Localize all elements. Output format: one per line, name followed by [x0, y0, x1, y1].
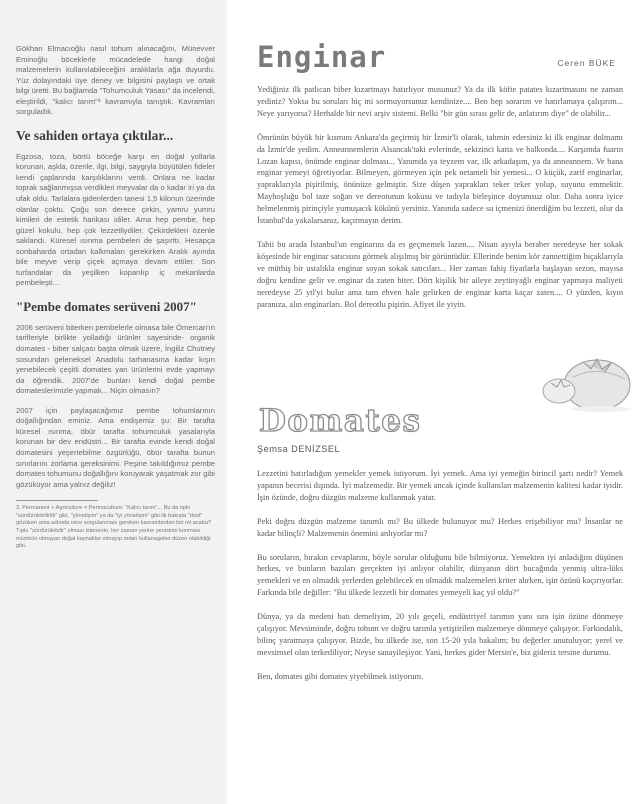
- enginar-author: Ceren BÜKE: [557, 58, 616, 68]
- domates-paragraph: Peki doğru düzgün malzeme tanımlı mı? Bu ülkede bulunuyor mu? Herkes erişebiliyor mu? İnsanlar ne kadar bilinçli? Malzemenin önemini anlıyorlar mı?: [257, 516, 623, 538]
- domates-paragraph: Bu soruların, bırakın cevaplarını, böyle sorular olduğunu bile bilmiyoruz. Yemekten iyi anladığını düşünen herkes, ve bunların bazıları gerçekten iyi anlıyor olabilir, dünyanın dört bucağında yenmiş ultra-lüks yemekleri ve en olmadık yerlerden gelebilecek en olmadık malzemeleri kriter alırken, işin özünü kaçırıyorlar. Farkında bile değiller: "Bu ülkede lezzetli bir domates yemeyeli kaç yıl oldu?": [257, 552, 623, 598]
- enginar-title: Enginar: [257, 40, 387, 74]
- footnote-divider: [16, 500, 98, 501]
- domates-title: [257, 402, 422, 439]
- tomato-illustration-icon: [539, 335, 634, 413]
- left-paragraph-fideler: Egzosa, toza, börtü böceğe karşı en doğal yollarla korunan, aşkla, özenle, ilgi, bilgi, saygıyla büyütülen fideler kendi çaplarında karşılıklarını verdi. Onlara ne kadar toprak sağlanmışsa verdikleri meyvalar da o kadar iri ya da ufak oldu. Tarlalara gidenlerden tanesi 1,5 kilonun üzerinde olanlar çoktu. Çoğu son derece çirkin, yamru yumru kimileri de estetik harikası idiler. Ama hep pembe, hep güzel kokulu, hep çok lezzetliydiler. Çekirdekleri özenle saklandı. Küresel ısınma pembeleri de şaşırttı. Hesapça sonbaharda ortadan kalkmaları gerekirken Aralık ayında bile meyve verip çiçek açmaya devam ettiler. Son turfandalar da yeşilken koparılıp iç mekanlarda pembeleşti...: [16, 151, 215, 288]
- domates-paragraph: Lezzetini hatırladığım yemekler yemek istiyorum. İyi yemek. Ama iyi yemeğin birincil şartı nedir? Yemek yapanın becerisi dışında. İyi malzemedir. Bir yemek ancak içinde kullanılan malzemenin kalitesi kadar iyidir. İşin özünde, doğru düzgün malzeme kullanmak yatar.: [257, 469, 623, 502]
- domates-title-text: Domates: [259, 403, 422, 439]
- domates-article-body: [257, 468, 623, 683]
- left-paragraph-2007: 2007 için paylaşacağımız pembe tohumlarının doğallığından eminiz. Ama endişemiz şu: Bir tarafta küresel ısınma, öbür tarafta tohumculuk yasalarıyla korunan bir dev endüstri... Bir tarafta evinde kendi doğal domatesini yeşertebilme özgürlüğü, öbür tarafta bunun sınırlarını zorlama gereksinimi. Peşine takıldığımız pembe domates tohumunu doğallığını koruyarak yaşatmak zor gibi gözüküyor ama yalnız değiliz!: [16, 405, 215, 489]
- left-intro-paragraph: Gökhan Elmacıoğlu nasıl tohum alınacağını, Münevver Eminoğlu böceklerle mücadelede hangi doğal malzemelerin kullanılabileceğini aralıklarla ağa duyurdu. Yüz dolayındaki üye deney ve bilgisini paylaştı ve ortak bilgi üretti. Bu bağlamda "Tohumculuk Yasası" da incelendi, eleştirildi, "kalıcı tarım"³ kavramıyla tanıştık. Kavramları sorguladık.: [16, 44, 215, 117]
- footnote: 3. Permanent + Agriculture = Permaculture: "Kalıcı tarım"... Bu da tıpkı "sürdürülebilirlik" gibi, "yönetişim" ya da "iyi yönetişim" gibi ilk bakışta "dost" gözüken ama aslında ıvice sorgulanması gereken kavramlardan biri mi acaba? Tıpkı "sürdürülebilir" olması istenenin, her zaman yerine yenisinin konması mümkün olmayan doğal kaynaklar olmayıp onları kullanagelen düzen olabildiği gibi.: [16, 505, 211, 550]
- right-column: [227, 0, 638, 804]
- domates-author: Şemsa DENİZSEL: [257, 444, 341, 454]
- enginar-paragraph: Tabii bu arada İstanbul'un enginarını da es geçmemek lazım.... Nisan ayıyla beraber neredeyse her sokak köşesinde bir enginar satıcısını görmek alışılmış bir görüntüdür. Ellerinde benim kör zannettiğim bıçaklarıyla ve müthiş bir ustalıkla enginar soyan sokak satıcıları... Her zaman fahiş fiyatlarla başlayan sezon, mayısa doğru kendine gelir ve enginar da zaten biter. Dört kişilik bir aileye zeytinyağlı enginar yapmaya maliyeti neredeyse 25 ytl'yi bulur ama tam ehven hale gelirken de enginar karta kaçar zaten.... O yüzden, kıyın paranıza, alın enginarları. Bol dereotlu pişirin. Afiyet ile yiyin.: [257, 239, 623, 309]
- domates-paragraph: Dünya, ya da medeni batı demeliyim, 20 yılı geçeli, endüstriyel tarımın yanı sıra işin özüne dönmeye çalışıyor. Mevsiminde, doğru tohum ve doğru tarımla yetiştirilen malzemeye dönmeye çalışıyor. Farkındalık, bilinç yaratmaya çalışıyor. Bizde, bu ülkede ise, son 15-20 yıla bakalım; bu değerler unutuluyor; yerel ve mevsimsel olan terkediliyor; Neyse sanayileşiyor. Yani, herkes gider Mersin'e, biz gideriz tersine durumu.: [257, 612, 623, 657]
- left-heading-sahiden: Ve sahiden ortaya çıktılar...: [16, 127, 174, 143]
- enginar-paragraph: Yediğiniz ilk patlıcan biber kızartmayı hatırlıyor musunuz? Ya da ilk köfte patates kızartmasını ne zaman yediniz? Yoksa bu soruları hiç mi sormuyorsunuz kendinize.... Ben hep sorarım ve hatırlamaya çalışırım... Neye yarıyorsa? Herhalde bir nevi arşiv sistemi. Belki "bir gün sırası gelir de, anlatırım diye" de olabilir...: [257, 85, 623, 118]
- left-column: [0, 0, 227, 804]
- left-heading-seruven: "Pembe domates serüveni 2007": [16, 298, 197, 314]
- enginar-article-body: [257, 84, 623, 310]
- left-paragraph-2006: 2006 serüveni biterken pembelerle olmasa bile Ömercan'ın tarifleriyle birlikte yolladığı ürünler sayesinde- organik domates - biber salçası başta olmak üzere, İngiliz Chutney sosundan geleneksel Anadolu tarhanasına kadar kışın yenebilecek çeşitli domates yan ürünlerini evde yapmayı da öğrendik. 2007'de bunları kendi doğal pembe domateslerimizle yapmak... Niçin olmasın?: [16, 322, 215, 396]
- domates-paragraph: Ben, domates gibi domates yiyebilmek istiyorum.: [257, 671, 424, 681]
- enginar-paragraph: Ömrünün büyük bir kısmını Ankara'da geçirmiş bir İzmir'li olarak, tahmin edersiniz ki ilk enginar dolmamı da İzmir'de yedim. Anneannemlerin Alsancak'taki evlerinde, sekizinci katta ve balkonda.... Karşımda fuarın Lozan kapısı, önümde enginar dolması... Yanımda ya teyzem var, ilk arkadaşım, ya da anneannem. Ve bana enginar yemeyi öğretiyorlar. Bilmeyen, görmeyen için pek netameli bir yemesi... O küçük, zarif enginarlar, yapraklarıyla pişirilmiş, önünüze gelmiştir. Size düşen yaprakları teker teker yolup, suyunu emmektir. Mayhoşluğu bol taze soğan ve dereotunun kokusu ve tadıyla birleşince doyumsuz olur. Daha sonra iyice helmelenmiş pirinçiyle yumuşacık kökünü yersiniz. Yanında sadece su içmenizi önerdiğim bu lezzeti, olur da İstanbul'da yakalarsanız, kaçırmayın derim.: [257, 132, 623, 226]
